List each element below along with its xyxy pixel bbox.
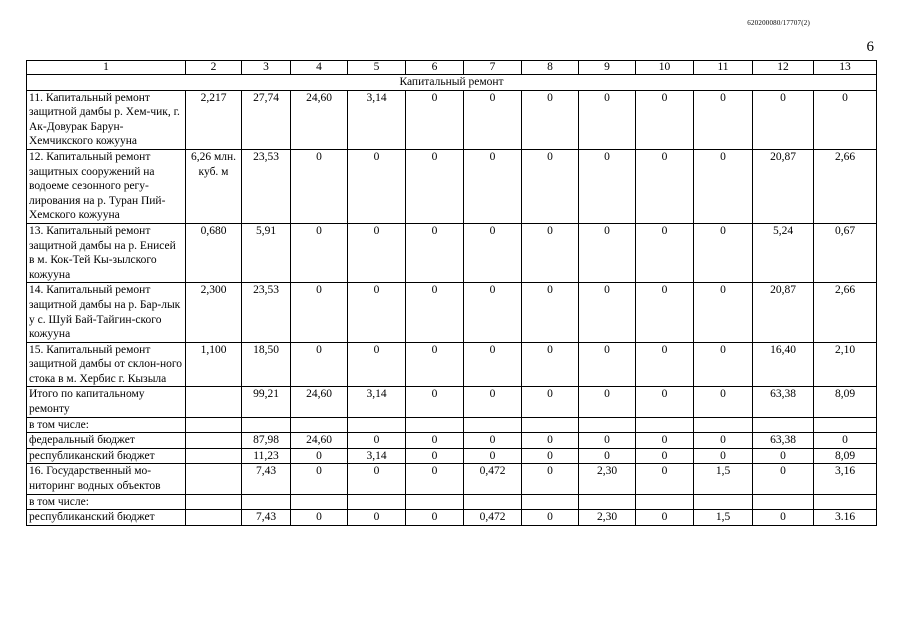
value-cell: 0 (464, 448, 522, 464)
table-row (27, 510, 877, 526)
header-cell: 1 (27, 61, 186, 75)
value-cell: 0 (636, 149, 694, 223)
value-cell: 0,472 (464, 510, 522, 526)
document-code: 620200080/17707(2) (747, 19, 810, 27)
value-cell: 0 (522, 223, 579, 282)
value-cell: 0 (579, 448, 636, 464)
value-cell: 0 (464, 283, 522, 342)
value-cell (753, 417, 814, 433)
page-number: 6 (866, 39, 874, 55)
value-cell (464, 494, 522, 510)
value-cell: 8,09 (814, 448, 877, 464)
header-cell: 6 (406, 61, 464, 75)
value-cell: 8,09 (814, 387, 877, 417)
value-cell: 2,66 (814, 283, 877, 342)
value-cell: 0 (636, 90, 694, 149)
header-row (27, 61, 877, 75)
value-cell (522, 494, 579, 510)
value-cell: 63,38 (753, 433, 814, 449)
section-title: Капитальный ремонт (27, 75, 877, 91)
header-cell: 5 (348, 61, 406, 75)
row-label: 12. Капитальный ремонт защитных сооружений на водоеме сезонного регу-лирования на р. Туран Пий-Хемского кожууна (27, 149, 186, 223)
value-cell: 0 (694, 149, 753, 223)
table-row (27, 387, 877, 417)
header-cell: 10 (636, 61, 694, 75)
value-cell: 0 (291, 223, 348, 282)
value-cell: 0 (291, 149, 348, 223)
value-cell (814, 417, 877, 433)
table-row (27, 149, 877, 223)
header-cell: 13 (814, 61, 877, 75)
value-cell: 0 (694, 433, 753, 449)
value-cell: 0 (406, 223, 464, 282)
table-row (27, 283, 877, 342)
value-cell: 0 (406, 433, 464, 449)
value-cell (406, 494, 464, 510)
row-label: республиканский бюджет (27, 448, 186, 464)
value-cell: 6,26 млн. куб. м (186, 149, 242, 223)
value-cell: 16,40 (753, 342, 814, 387)
value-cell: 0 (579, 223, 636, 282)
row-label: 16. Государственный мо-ниторинг водных объектов (27, 464, 186, 494)
value-cell: 3.16 (814, 510, 877, 526)
value-cell: 0 (694, 283, 753, 342)
value-cell (348, 494, 406, 510)
value-cell (186, 433, 242, 449)
value-cell: 23,53 (242, 149, 291, 223)
table-row (27, 433, 877, 449)
value-cell: 0 (636, 387, 694, 417)
value-cell: 2,10 (814, 342, 877, 387)
value-cell: 0 (522, 342, 579, 387)
value-cell: 0 (636, 464, 694, 494)
value-cell: 0 (636, 510, 694, 526)
value-cell: 0 (464, 149, 522, 223)
value-cell (186, 387, 242, 417)
value-cell: 0 (291, 448, 348, 464)
value-cell: 0 (522, 433, 579, 449)
value-cell: 0 (522, 283, 579, 342)
value-cell (186, 417, 242, 433)
value-cell: 0 (406, 342, 464, 387)
value-cell (242, 417, 291, 433)
value-cell (406, 417, 464, 433)
value-cell: 3,16 (814, 464, 877, 494)
value-cell: 3,14 (348, 387, 406, 417)
value-cell: 0 (291, 342, 348, 387)
value-cell: 63,38 (753, 387, 814, 417)
value-cell: 0 (348, 433, 406, 449)
row-label: Итого по капитальному ремонту (27, 387, 186, 417)
value-cell: 0 (522, 90, 579, 149)
row-label: 11. Капитальный ремонт защитной дамбы р. Хем-чик, г. Ак-Довурак Барун-Хемчикского кожууна (27, 90, 186, 149)
value-cell (186, 494, 242, 510)
value-cell: 0 (636, 433, 694, 449)
value-cell: 0 (522, 464, 579, 494)
value-cell: 0 (522, 149, 579, 223)
table-row (27, 464, 877, 494)
header-cell: 7 (464, 61, 522, 75)
value-cell: 0 (464, 433, 522, 449)
row-label: 13. Капитальный ремонт защитной дамбы на р. Енисей в м. Кок-Тей Кы-зылского кожууна (27, 223, 186, 282)
value-cell: 0 (464, 223, 522, 282)
value-cell: 87,98 (242, 433, 291, 449)
value-cell: 0 (348, 149, 406, 223)
value-cell: 20,87 (753, 149, 814, 223)
value-cell: 0 (694, 90, 753, 149)
value-cell (291, 417, 348, 433)
value-cell (186, 448, 242, 464)
value-cell (636, 494, 694, 510)
value-cell: 0,472 (464, 464, 522, 494)
value-cell (186, 464, 242, 494)
value-cell: 0 (348, 223, 406, 282)
value-cell: 0,67 (814, 223, 877, 282)
value-cell (694, 494, 753, 510)
value-cell: 0 (464, 342, 522, 387)
table-row (27, 417, 877, 433)
value-cell: 0 (348, 510, 406, 526)
value-cell: 0 (522, 510, 579, 526)
row-label: республиканский бюджет (27, 510, 186, 526)
value-cell: 0 (464, 90, 522, 149)
value-cell: 0 (753, 510, 814, 526)
table-row (27, 448, 877, 464)
value-cell: 5,91 (242, 223, 291, 282)
value-cell: 0 (291, 510, 348, 526)
value-cell: 0 (406, 464, 464, 494)
value-cell: 0 (348, 283, 406, 342)
value-cell (694, 417, 753, 433)
table-row (27, 223, 877, 282)
value-cell: 0 (753, 464, 814, 494)
value-cell: 0 (694, 342, 753, 387)
table-row (27, 90, 877, 149)
value-cell (579, 494, 636, 510)
value-cell: 0 (579, 387, 636, 417)
value-cell: 0 (406, 149, 464, 223)
value-cell: 0 (579, 342, 636, 387)
value-cell: 99,21 (242, 387, 291, 417)
value-cell (348, 417, 406, 433)
header-cell: 3 (242, 61, 291, 75)
value-cell: 27,74 (242, 90, 291, 149)
value-cell: 0 (579, 149, 636, 223)
row-label: 14. Капитальный ремонт защитной дамбы на р. Бар-лык у с. Шуй Бай-Тайгин-ского кожууна (27, 283, 186, 342)
value-cell (814, 494, 877, 510)
value-cell (579, 417, 636, 433)
value-cell: 2,30 (579, 510, 636, 526)
value-cell: 0 (291, 283, 348, 342)
row-label: 15. Капитальный ремонт защитной дамбы от склон-ного стока в м. Хербис г. Кызыла (27, 342, 186, 387)
header-cell: 9 (579, 61, 636, 75)
header-cell: 12 (753, 61, 814, 75)
value-cell: 11,23 (242, 448, 291, 464)
value-cell: 2,66 (814, 149, 877, 223)
value-cell: 0 (636, 448, 694, 464)
value-cell: 0 (579, 90, 636, 149)
value-cell: 0 (753, 90, 814, 149)
value-cell: 0 (406, 283, 464, 342)
value-cell: 0 (636, 283, 694, 342)
value-cell: 0 (348, 464, 406, 494)
value-cell (464, 417, 522, 433)
value-cell: 18,50 (242, 342, 291, 387)
value-cell: 5,24 (753, 223, 814, 282)
value-cell (291, 494, 348, 510)
value-cell: 1,5 (694, 464, 753, 494)
value-cell: 0 (753, 448, 814, 464)
value-cell: 7,43 (242, 510, 291, 526)
value-cell: 0 (814, 433, 877, 449)
value-cell: 1,5 (694, 510, 753, 526)
row-label: в том числе: (27, 417, 186, 433)
value-cell (242, 494, 291, 510)
value-cell: 0 (406, 387, 464, 417)
value-cell: 24,60 (291, 387, 348, 417)
value-cell (186, 510, 242, 526)
table-row (27, 494, 877, 510)
value-cell: 0 (291, 464, 348, 494)
value-cell: 0 (406, 448, 464, 464)
value-cell: 0 (694, 223, 753, 282)
value-cell: 24,60 (291, 433, 348, 449)
value-cell: 0 (579, 283, 636, 342)
value-cell: 0 (464, 387, 522, 417)
value-cell (636, 417, 694, 433)
value-cell: 0 (522, 448, 579, 464)
header-cell: 8 (522, 61, 579, 75)
value-cell: 0 (694, 387, 753, 417)
row-label: федеральный бюджет (27, 433, 186, 449)
value-cell: 7,43 (242, 464, 291, 494)
value-cell: 2,217 (186, 90, 242, 149)
budget-table (26, 60, 877, 526)
value-cell: 0 (348, 342, 406, 387)
section-row (27, 75, 877, 91)
value-cell: 1,100 (186, 342, 242, 387)
value-cell: 0,680 (186, 223, 242, 282)
value-cell: 0 (406, 510, 464, 526)
header-cell: 4 (291, 61, 348, 75)
value-cell (522, 417, 579, 433)
value-cell: 23,53 (242, 283, 291, 342)
value-cell: 2,300 (186, 283, 242, 342)
value-cell: 0 (579, 433, 636, 449)
value-cell: 0 (636, 342, 694, 387)
value-cell: 24,60 (291, 90, 348, 149)
row-label: в том числе: (27, 494, 186, 510)
value-cell: 0 (694, 448, 753, 464)
table-row (27, 342, 877, 387)
value-cell (753, 494, 814, 510)
value-cell: 0 (522, 387, 579, 417)
header-cell: 11 (694, 61, 753, 75)
header-cell: 2 (186, 61, 242, 75)
value-cell: 3,14 (348, 448, 406, 464)
value-cell: 3,14 (348, 90, 406, 149)
value-cell: 0 (636, 223, 694, 282)
value-cell: 2,30 (579, 464, 636, 494)
value-cell: 0 (406, 90, 464, 149)
value-cell: 20,87 (753, 283, 814, 342)
value-cell: 0 (814, 90, 877, 149)
